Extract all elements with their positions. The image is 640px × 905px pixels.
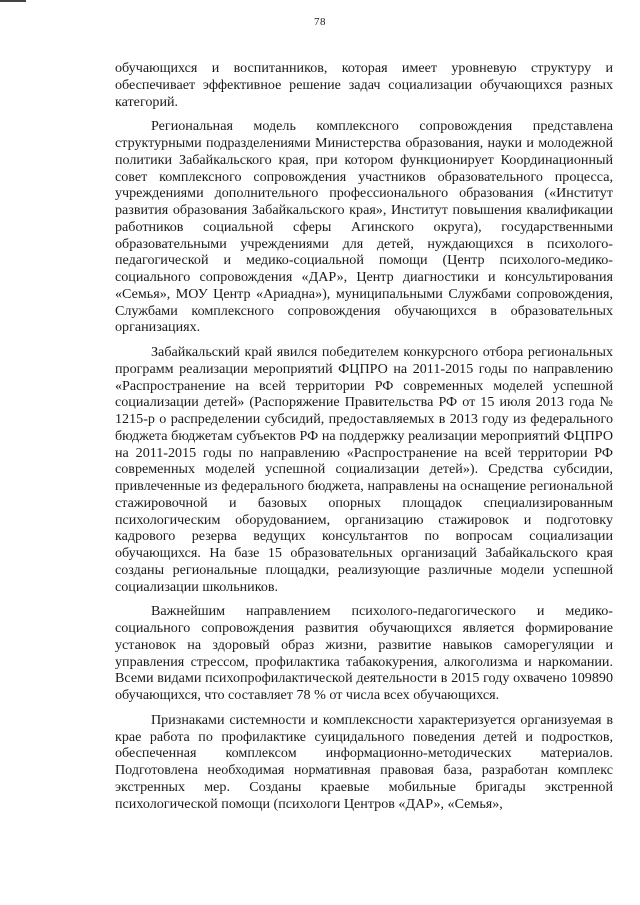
paragraph-suicide-prevention: Признаками системности и комплексности характеризуется организуемая в крае работа по профилактике суицидального поведения детей и подростков, обеспеченная комплексом информационно-методических материалов. Подготовлена необходимая нормативная правовая база, разработан комплекс экстренных мер. Созданы краевые мобильные бригады экстренной психологической помощи (психологи Центров «ДАР», «Семья», [115,711,613,812]
paragraph-competition-winner: Забайкальский край явился победителем конкурсного отбора региональных программ реализации мероприятий ФЦПРО на 2011-2015 годы по направлению «Распространение на всей территории РФ современных моделей успешной социализации детей» (Распоряжение Правительства РФ от 15 июля 2013 года № 1215-р о распределении субсидий, предоставляемых в 2013 году из федерального бюджета бюджетам субъектов РФ на поддержку реализации мероприятий ФЦПРО на 2011-2015 годы по направлению «Распространение на всей территории РФ современных моделей успешной социализации детей»). Средства субсидии, привлеченные из федерального бюджета, направлены на оснащение региональной стажировочной и базовых опорных площадок специализированным психологическим оборудованием, организацию стажировок и подготовку кадрового резерва ведущих консультантов по вопросам социализации обучающихся. На базе 15 образовательных организаций Забайкальского края созданы региональные площадки, реализующие различные модели успешной социализации школьников. [115,344,613,595]
paragraph-continuation: обучающихся и воспитанников, которая имеет уровневую структуру и обеспечивает эффективное решение задач социализации обучающихся разных категорий. [115,60,613,110]
scan-edge-mark [0,0,26,2]
document-body [115,60,613,812]
paragraph-regional-model: Региональная модель комплексного сопровождения представлена структурными подразделениями Министерства образования, науки и молодежной политики Забайкальского края, при котором функционирует Координационный совет комплексного сопровождения участников образовательного процесса, учреждениями дополнительного профессионального образования («Институт развития образования Забайкальского края», Институт повышения квалификации работников социальной сферы Агинского округа), государственными образовательными учреждениями для детей, нуждающихся в психолого-педагогической и медико-социальной помощи (Центр психолого-медико-социального сопровождения «ДАР», Центр диагностики и консультирования «Семья», МОУ Центр «Ариадна»), муниципальными Службами сопровождения, Службами комплексного сопровождения обучающихся в образовательных организациях. [115,118,613,336]
paragraph-healthy-lifestyle: Важнейшим направлением психолого-педагогического и медико-социального сопровождения развития обучающихся является формирование установок на здоровый образ жизни, развитие навыков саморегуляции и управления стрессом, профилактика табакокурения, алкоголизма и наркомании. Всеми видами психопрофилактической деятельности в 2015 году охвачено 109890 обучающихся, что составляет 78 % от числа всех обучающихся. [115,603,613,703]
page-number: 78 [314,16,326,28]
